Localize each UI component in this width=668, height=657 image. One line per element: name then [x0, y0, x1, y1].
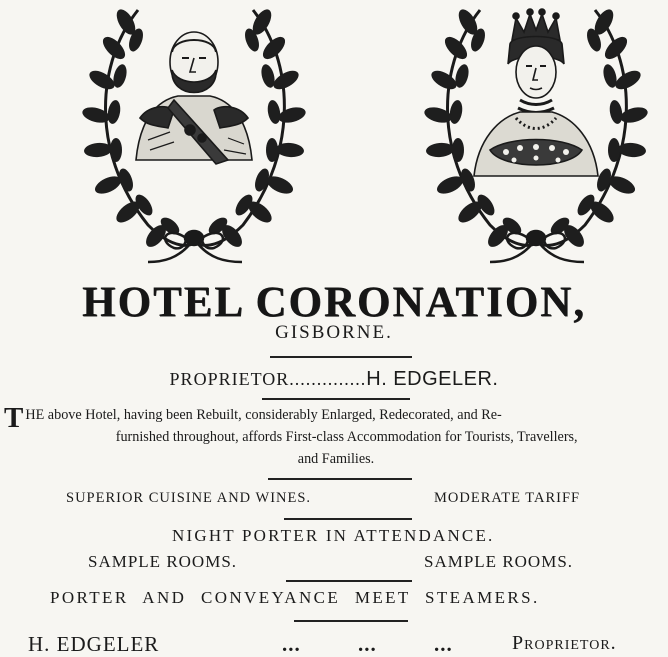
queen-portrait [420, 0, 652, 272]
queen-portrait-wreath-icon [420, 0, 652, 272]
footer-dots-2: ... [358, 632, 377, 656]
footer-dots-3: ... [434, 632, 453, 656]
feature-porter-conveyance: PORTER AND CONVEYANCE MEET STEAMERS. [50, 588, 540, 607]
king-portrait-wreath-icon [78, 0, 310, 272]
divider-rule [284, 518, 412, 520]
feature-sample-rooms-left: SAMPLE ROOMS. [88, 552, 238, 571]
divider-rule [270, 356, 412, 358]
feature-sample-rooms-right: SAMPLE ROOMS. [424, 552, 574, 571]
proprietor-line [0, 368, 668, 391]
description-line-1: HE above Hotel, having been Rebuilt, considerably Enlarged, Redecorated, and Re- [25, 407, 502, 423]
feature-tariff: MODERATE TARIFF [434, 490, 581, 506]
hotel-town: GISBORNE. [275, 322, 393, 343]
divider-rule [286, 580, 412, 582]
divider-rule [268, 478, 412, 480]
hotel-title: HOTEL CORONATION, [82, 279, 586, 326]
description-dropcap: T [4, 402, 24, 434]
proprietor-name: H. EDGELER. [366, 368, 499, 390]
feature-cuisine: SUPERIOR CUISINE AND WINES. [66, 490, 312, 506]
divider-rule [262, 398, 410, 400]
description-line-2: furnished throughout, affords First-class Accommodation for Tourists, Travellers, [115, 429, 578, 445]
footer-dots-1: ... [282, 632, 301, 656]
proprietor-dots: .............. [289, 369, 367, 389]
proprietor-label: PROPRIETOR [169, 369, 290, 389]
footer-title: Proprietor. [512, 632, 617, 654]
footer-name: H. EDGELER [28, 632, 160, 656]
king-portrait [78, 0, 310, 272]
hotel-description [4, 404, 668, 470]
description-line-3: and Families. [297, 451, 375, 467]
feature-night-porter: NIGHT PORTER IN ATTENDANCE. [172, 526, 495, 545]
divider-rule [294, 620, 408, 622]
